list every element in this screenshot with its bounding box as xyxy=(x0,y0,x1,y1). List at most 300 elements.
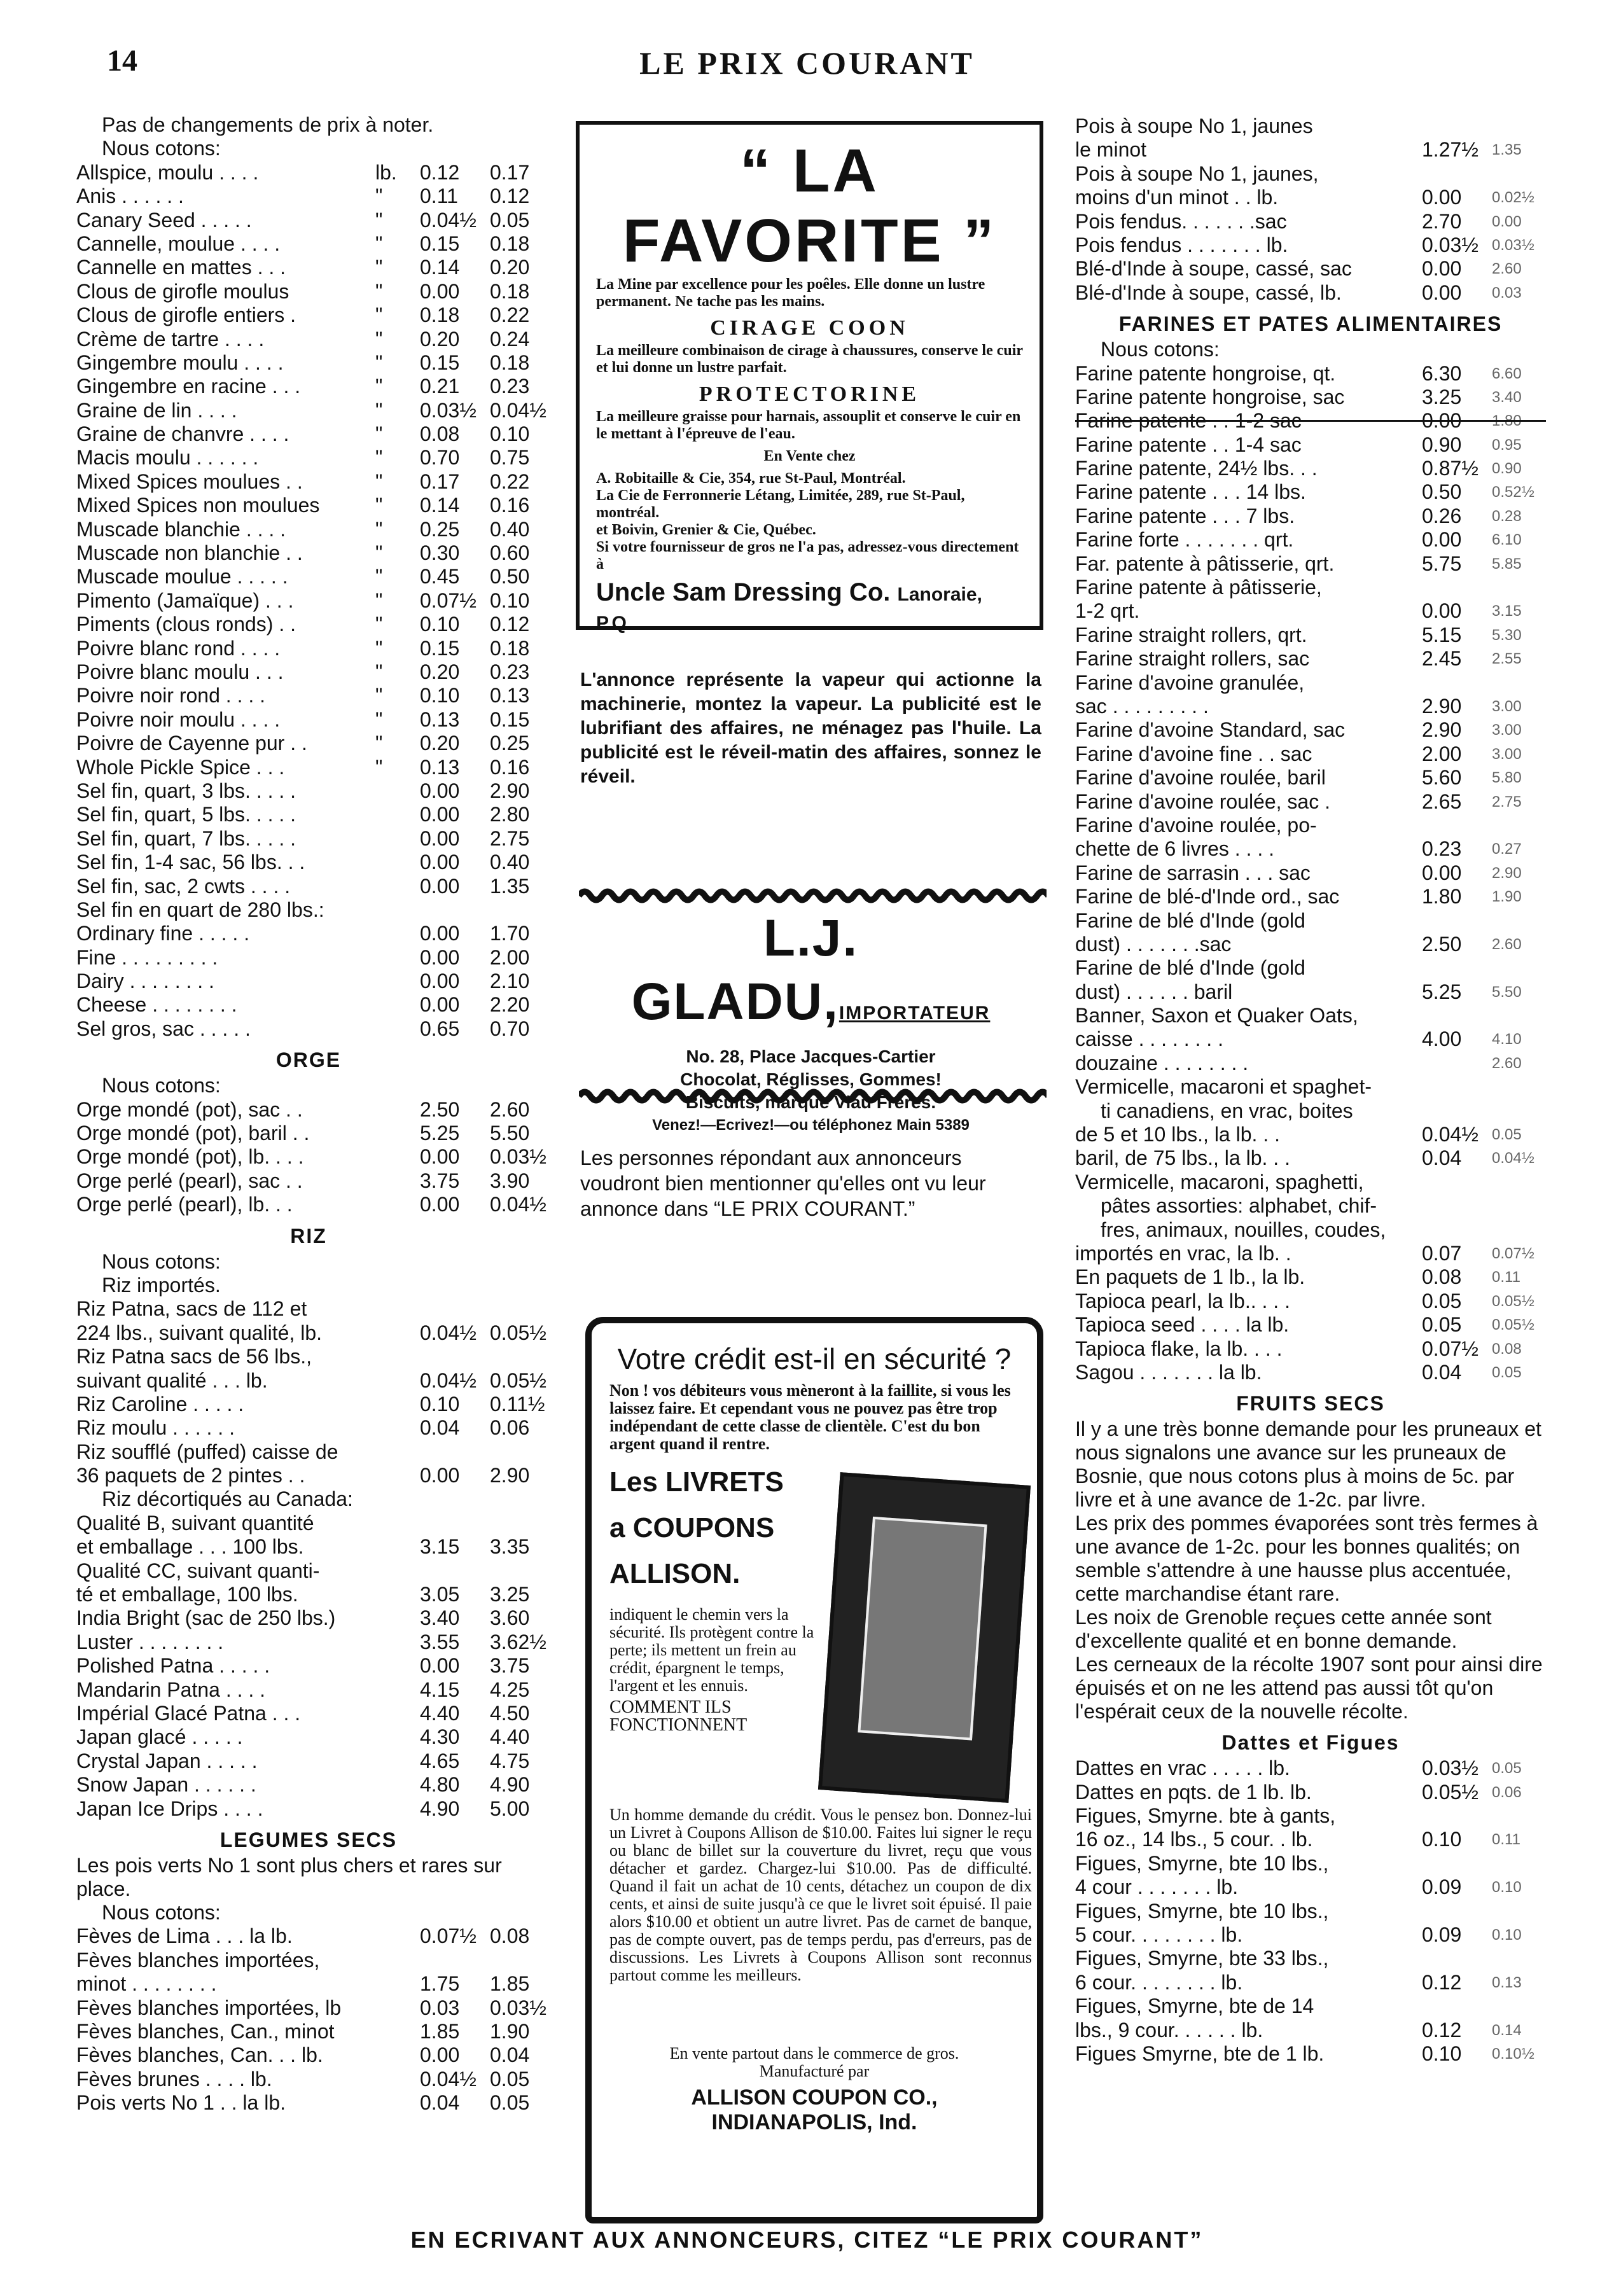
fruits-para-3: Les noix de Grenoble reçues cette année sont d'excellente qualité et en bonne demande. xyxy=(1075,1606,1492,1653)
riz-canada-label: Riz décortiqués au Canada: xyxy=(102,1487,353,1511)
item-name: Gingembre en racine . . . xyxy=(76,375,301,398)
spice-row xyxy=(76,589,541,613)
item-name: Fèves de Lima . . . la lb. xyxy=(76,1924,293,1948)
journal-title: LE PRIX COURANT xyxy=(639,45,975,81)
price-low: 0.00 xyxy=(420,279,460,303)
pois-row xyxy=(1075,281,1546,305)
ad-gladu xyxy=(580,907,1041,1134)
price-high: 0.08 xyxy=(490,1924,530,1948)
pois-row xyxy=(1075,257,1546,281)
legumes-cotons: Nous cotons: xyxy=(102,1900,221,1924)
price-low: 5.25 xyxy=(420,1122,460,1145)
price-low: 0.00 xyxy=(420,874,460,898)
pois-row xyxy=(1075,233,1546,257)
price-low: 0.04 xyxy=(1422,1146,1462,1170)
item-name: Macis moulu . . . . . . xyxy=(76,446,259,470)
price-low: 0.15 xyxy=(420,351,460,374)
ad-allison xyxy=(585,1317,1043,2223)
item-name: Farine straight rollers, sac xyxy=(1075,647,1310,671)
price-high: 0.03½ xyxy=(490,1996,546,2019)
spice-row xyxy=(76,446,541,470)
item-unit: " xyxy=(375,732,383,755)
spice-row xyxy=(76,732,541,755)
banner-douzaine-row xyxy=(1075,1052,1546,1075)
spice-row xyxy=(76,827,541,851)
item-name: Cheese . . . . . . . . xyxy=(76,993,237,1017)
price-high: 0.15 xyxy=(490,707,530,731)
price-high: 0.04½ xyxy=(490,398,546,422)
price-high: 2.90 xyxy=(490,1464,530,1487)
item-unit: " xyxy=(375,327,383,351)
price-high: 2.90 xyxy=(1492,864,1522,882)
promo-vapeur: L'annonce représente la vapeur qui actionne la machinerie, montez la vapeur. La publicité est le lubrifiant des affaires, ne ménagez pas l'huile. La publicité est le réveil-matin des affaires, sonnez le réveil. xyxy=(580,669,1041,787)
far-gold2-row xyxy=(1075,980,1546,1004)
price-high: 0.50 xyxy=(490,565,530,588)
price-low: 0.03 xyxy=(420,1996,460,2019)
item-name: Farine d'avoine roulée, sac . xyxy=(1075,790,1330,813)
farine-row xyxy=(1075,528,1546,552)
item-name: suivant qualité . . . lb. xyxy=(76,1368,268,1392)
left-column xyxy=(76,113,546,2115)
cotons-label: Nous cotons: xyxy=(102,137,221,160)
item-unit: " xyxy=(375,684,383,707)
spice-row xyxy=(76,161,541,184)
item-name: minot . . . . . . . . xyxy=(76,1972,217,1996)
item-name: Clous de girofle entiers . xyxy=(76,303,296,327)
price-low: 1.85 xyxy=(420,2019,460,2043)
spice-row xyxy=(76,280,541,303)
feves-row xyxy=(76,2068,541,2091)
price-high: 0.40 xyxy=(490,517,530,541)
price-high: 5.00 xyxy=(490,1797,530,1820)
item-name: sac . . . . . . . . . xyxy=(1075,694,1209,718)
price-high: 2.60 xyxy=(1492,260,1522,278)
spice-row xyxy=(76,256,541,279)
price-low: 0.13 xyxy=(420,707,460,731)
spice-row xyxy=(76,660,541,684)
price-low: 5.75 xyxy=(1422,552,1462,575)
verm-row-1 xyxy=(1075,1123,1546,1146)
item-name: Sel gros, sac . . . . . xyxy=(76,1017,251,1040)
spice-row xyxy=(76,184,541,208)
item-name: Dattes en pqts. de 1 lb. lb. xyxy=(1075,1780,1312,1804)
price-high: 4.50 xyxy=(490,1702,530,1725)
verm2-label-1: Vermicelle, macaroni, spaghetti, xyxy=(1075,1170,1364,1193)
price-low: 0.23 xyxy=(1422,837,1462,861)
sel-row xyxy=(76,993,541,1017)
price-low: 0.17 xyxy=(420,470,460,493)
item-name: Blé-d'Inde à soupe, cassé, sac xyxy=(1075,257,1352,281)
price-low: 4.90 xyxy=(420,1797,460,1820)
item-name: Poivre blanc moulu . . . xyxy=(76,660,284,683)
item-unit: " xyxy=(375,303,383,327)
price-low: 0.07½ xyxy=(420,588,477,612)
item-name: Graine de lin . . . . xyxy=(76,398,237,422)
price-high: 0.12 xyxy=(490,613,530,636)
ad-favorite-protectorine: PROTECTORINE xyxy=(699,382,921,406)
sel-quart-label: Sel fin en quart de 280 lbs.: xyxy=(76,898,324,921)
item-name: le minot xyxy=(1075,138,1147,162)
far-avoine-label: Farine d'avoine granulée, xyxy=(1075,671,1305,694)
price-low: 0.05½ xyxy=(1422,1780,1478,1804)
farine-row xyxy=(1075,647,1546,671)
price-low: 0.10 xyxy=(1422,1828,1462,1851)
item-name: caisse . . . . . . . . xyxy=(1075,1027,1223,1051)
far-avoine-row xyxy=(1075,695,1546,718)
price-high: 0.05 xyxy=(490,2091,530,2115)
riz-row xyxy=(76,1416,541,1440)
price-high: 2.10 xyxy=(490,970,530,993)
price-low: 2.90 xyxy=(1422,694,1462,718)
price-high: 0.18 xyxy=(490,279,530,303)
price-low: 4.80 xyxy=(420,1773,460,1797)
riz-souffle: Riz soufflé (puffed) caisse de xyxy=(76,1440,338,1463)
ad-favorite-text-3: La meilleure graisse pour harnais, assouplit et conserve le cuir en le mettant à l'épreuve de l'eau. xyxy=(596,408,1021,442)
price-low: 0.00 xyxy=(420,2043,460,2067)
price-high: 1.90 xyxy=(490,2019,530,2043)
farine-row xyxy=(1075,623,1546,647)
price-high: 4.25 xyxy=(490,1678,530,1701)
figues-row xyxy=(1075,1923,1546,1947)
item-name: Farine forte . . . . . . . qrt. xyxy=(1075,528,1294,552)
pois-soupe2-label: Pois à soupe No 1, jaunes, xyxy=(1075,162,1319,185)
item-name: Allspice, moulu . . . . xyxy=(76,160,259,184)
price-high: 0.11 xyxy=(1492,1831,1520,1849)
item-name: importés en vrac, la lb. . xyxy=(1075,1241,1291,1265)
item-name: Mandarin Patna . . . . xyxy=(76,1678,266,1701)
item-name: Sel fin, quart, 5 lbs. . . . . xyxy=(76,803,296,826)
price-high: 0.24 xyxy=(490,327,530,351)
price-low: 0.00 xyxy=(420,1654,460,1678)
fruits-para-1: Il y a une très bonne demande pour les pruneaux et nous signalons une avance sur les pruneaux de Bosnie, que nous cotons plus à moins de 5c. par livre et à une avance de 1-2c. par livre. xyxy=(1075,1417,1541,1512)
price-high: 0.18 xyxy=(490,232,530,255)
farine-row xyxy=(1075,766,1546,790)
price-high: 0.04½ xyxy=(1492,1150,1534,1167)
item-unit: " xyxy=(375,707,383,731)
item-unit: " xyxy=(375,541,383,565)
price-low: 3.05 xyxy=(420,1583,460,1606)
ad-allison-coupons: a COUPONS xyxy=(609,1512,775,1543)
item-name: Poivre blanc rond . . . . xyxy=(76,636,281,660)
item-name: Farine straight rollers, qrt. xyxy=(1075,623,1307,646)
price-low: 2.90 xyxy=(1422,718,1462,742)
wavy-rule-bottom xyxy=(579,1088,1047,1104)
price-low: 0.04 xyxy=(420,1416,460,1440)
price-low: 0.07 xyxy=(1422,1241,1462,1265)
price-low: 4.65 xyxy=(420,1749,460,1772)
price-low: 0.10 xyxy=(420,1392,460,1416)
orge-row xyxy=(76,1169,541,1193)
item-name: Polished Patna . . . . . xyxy=(76,1654,270,1678)
farine-row xyxy=(1075,504,1546,528)
price-high: 2.55 xyxy=(1492,650,1522,668)
item-name: douzaine . . . . . . . . xyxy=(1075,1051,1249,1075)
fruits-para-4: Les cerneaux de la récolte 1907 sont pour ainsi dire épuisés et on ne les attend pas aussi tôt qu'on l'espérait ceux de la nouvelle récolte. xyxy=(1075,1653,1543,1723)
item-name: Riz Caroline . . . . . xyxy=(76,1392,244,1416)
price-low: 0.00 xyxy=(1422,528,1462,552)
price-low: 2.65 xyxy=(1422,790,1462,813)
farine-row xyxy=(1075,433,1546,457)
spice-row xyxy=(76,541,541,565)
price-high: 6.60 xyxy=(1492,365,1522,382)
orge-cotons: Nous cotons: xyxy=(102,1074,221,1097)
price-low: 0.04½ xyxy=(1422,1123,1478,1146)
price-high: 5.30 xyxy=(1492,626,1522,644)
price-high: 3.00 xyxy=(1492,745,1522,763)
item-name: Orge perlé (pearl), lb. . . xyxy=(76,1193,293,1216)
farines-cotons: Nous cotons: xyxy=(1101,338,1220,361)
farine-row xyxy=(1075,480,1546,504)
price-high: 0.05 xyxy=(490,2067,530,2091)
item-name: Japan Ice Drips . . . . xyxy=(76,1797,263,1820)
price-low: 0.04½ xyxy=(420,1368,477,1392)
price-high: 3.40 xyxy=(1492,388,1522,406)
price-high: 0.16 xyxy=(490,755,530,779)
riz-canada-row xyxy=(76,1725,541,1749)
price-high: 3.00 xyxy=(1492,697,1522,715)
price-high: 0.06 xyxy=(1492,1783,1522,1801)
riz-souffle-row xyxy=(76,1464,541,1487)
item-name: 1-2 qrt. xyxy=(1075,599,1140,623)
farine-row xyxy=(1075,552,1546,576)
spice-row xyxy=(76,494,541,517)
item-unit: " xyxy=(375,256,383,279)
price-low: 0.00 xyxy=(420,851,460,874)
feves-row xyxy=(76,2091,541,2115)
item-name: Pois fendus. . . . . . .sac xyxy=(1075,209,1287,233)
price-high: 0.22 xyxy=(490,303,530,327)
riz-canada-row xyxy=(76,1750,541,1773)
price-low: 5.60 xyxy=(1422,766,1462,790)
riz-canada-row xyxy=(76,1606,541,1630)
figues-label: Figues, Smyrne, bte 10 lbs., xyxy=(1075,1851,1329,1875)
tapioca-row xyxy=(1075,1313,1546,1337)
item-name: Cannelle en mattes . . . xyxy=(76,256,286,279)
item-name: Farine patente hongroise, sac xyxy=(1075,385,1345,408)
ad-allison-vente: En vente partout dans le commerce de gros. xyxy=(669,2044,959,2063)
price-high: 2.75 xyxy=(1492,793,1522,811)
price-high: 0.90 xyxy=(1492,460,1522,478)
price-low: 0.09 xyxy=(1422,1875,1462,1899)
price-low: 0.00 xyxy=(1422,599,1462,623)
price-low: 0.30 xyxy=(420,541,460,565)
promo-annonceurs: Les personnes répondant aux annonceurs voudront bien mentionner qu'elles ont vu leur annonce dans “LE PRIX COURANT.” xyxy=(580,1146,986,1220)
price-high: 0.11 xyxy=(1492,1269,1520,1286)
price-high: 2.20 xyxy=(490,993,530,1017)
figues-row xyxy=(1075,1828,1546,1851)
price-high: 0.17 xyxy=(490,160,530,184)
strike-rule xyxy=(1075,420,1546,422)
price-high: 3.25 xyxy=(490,1583,530,1606)
price-low: 0.10 xyxy=(420,684,460,707)
price-high: 0.70 xyxy=(490,1017,530,1040)
figues-row xyxy=(1075,1971,1546,1994)
price-low: 0.18 xyxy=(420,303,460,327)
price-low: 0.87½ xyxy=(1422,457,1478,480)
item-name: Japan glacé . . . . . xyxy=(76,1725,243,1749)
item-name: baril, de 75 lbs., la lb. . . xyxy=(1075,1146,1290,1170)
price-low: 0.65 xyxy=(420,1017,460,1040)
item-unit: " xyxy=(375,351,383,374)
fruits-para-2: Les prix des pommes évaporées sont très fermes à une avance de 1-2c. pour les bonnes qualités; on semble s'attendre à une hausse plus accentuée, cette marchandise étant rare. xyxy=(1075,1512,1538,1606)
farine-row xyxy=(1075,718,1546,742)
item-unit: " xyxy=(375,470,383,493)
ad-gladu-role: IMPORTATEUR xyxy=(838,1003,991,1024)
feves-row xyxy=(76,2020,541,2043)
spice-row xyxy=(76,351,541,375)
spice-row xyxy=(76,803,541,826)
price-high: 0.08 xyxy=(1492,1340,1522,1358)
price-high: 0.13 xyxy=(490,684,530,707)
figues-label: Figues, Smyrne, bte 33 lbs., xyxy=(1075,1947,1329,1970)
price-low: 0.15 xyxy=(420,636,460,660)
riz-canada-row xyxy=(76,1773,541,1797)
spice-row xyxy=(76,375,541,398)
item-name: Farine d'avoine fine . . sac xyxy=(1075,742,1312,765)
price-low: 0.00 xyxy=(420,1193,460,1216)
riz-cc-row xyxy=(76,1583,541,1606)
price-low: 0.00 xyxy=(420,1145,460,1169)
price-high: 4.75 xyxy=(490,1749,530,1772)
item-name: dust) . . . . . . .sac xyxy=(1075,932,1232,956)
dattes-row xyxy=(1075,1757,1546,1780)
ad-allison-text: indiquent le chemin vers la sécurité. Ils protègent contre la perte; ils mettent un frein au crédit, épargnent le temps, l'argent et les ennuis. xyxy=(609,1605,814,1695)
ad-allison-name: ALLISON. xyxy=(609,1558,741,1589)
price-low: 0.12 xyxy=(1422,2018,1462,2042)
feves-imp-row xyxy=(76,1972,541,1996)
price-low: 0.45 xyxy=(420,565,460,588)
item-name: Muscade moulue . . . . . xyxy=(76,565,288,588)
spice-row xyxy=(76,565,541,588)
price-high: 0.05½ xyxy=(490,1368,546,1392)
ad-allison-company: ALLISON COUPON CO., INDIANAPOLIS, Ind. xyxy=(691,2085,938,2134)
price-high: 0.03 xyxy=(1492,284,1522,302)
item-name: lbs., 9 cour. . . . . . lb. xyxy=(1075,2018,1263,2042)
price-low: 0.21 xyxy=(420,375,460,398)
banner-caisse-row xyxy=(1075,1027,1546,1051)
item-name: Poivre noir rond . . . . xyxy=(76,684,266,707)
price-low: 0.07½ xyxy=(1422,1337,1478,1360)
price-high: 3.90 xyxy=(490,1169,530,1192)
price-high: 1.35 xyxy=(1492,141,1522,159)
spice-row xyxy=(76,328,541,351)
price-high: 2.60 xyxy=(1492,1054,1522,1072)
tapioca-row xyxy=(1075,1290,1546,1313)
riz-cotons: Nous cotons: xyxy=(102,1249,221,1273)
price-low: 0.14 xyxy=(420,256,460,279)
farine-row xyxy=(1075,386,1546,409)
price-low: 0.04½ xyxy=(420,1321,477,1344)
far-gold-label: Farine de blé d'Inde (gold xyxy=(1075,908,1305,932)
price-low: 0.07½ xyxy=(420,1924,477,1948)
price-high: 2.60 xyxy=(1492,935,1522,953)
ad-allison-made: Manufacturé par xyxy=(759,2062,870,2080)
price-low: 0.03½ xyxy=(1422,1757,1478,1780)
price-low: 0.20 xyxy=(420,327,460,351)
item-name: Cannelle, moulue . . . . xyxy=(76,232,281,255)
figues-label: Figues, Smyrne. bte à gants, xyxy=(1075,1804,1336,1828)
sel-gros-row xyxy=(76,1017,541,1041)
spice-row xyxy=(76,209,541,232)
price-high: 0.16 xyxy=(490,494,530,517)
item-unit: " xyxy=(375,279,383,303)
price-low: 0.10 xyxy=(1422,2042,1462,2065)
price-low: 1.27½ xyxy=(1422,138,1478,162)
price-low: 5.25 xyxy=(1422,980,1462,1003)
price-high: 0.14 xyxy=(1492,2021,1522,2039)
item-name: Snow Japan . . . . . . xyxy=(76,1773,256,1797)
tapioca-row xyxy=(1075,1337,1546,1361)
price-high: 0.10 xyxy=(490,422,530,446)
item-name: Farine d'avoine Standard, sac xyxy=(1075,718,1346,742)
price-low: 0.50 xyxy=(1422,480,1462,504)
ad-favorite-text-2: La meilleure combinaison de cirage à chaussures, conserve le cuir et lui donne un lustre parfait. xyxy=(596,342,1023,376)
item-name: Orge mondé (pot), sac . . xyxy=(76,1097,303,1121)
item-name: Anis . . . . . . xyxy=(76,184,184,208)
price-high: 6.10 xyxy=(1492,531,1522,549)
price-low: 6.30 xyxy=(1422,361,1462,385)
item-unit: " xyxy=(375,613,383,636)
item-name: moins d'un minot . . lb. xyxy=(1075,186,1279,209)
item-unit: " xyxy=(375,755,383,779)
figues-row xyxy=(1075,2042,1546,2066)
far-pat-label: Farine patente à pâtisserie, xyxy=(1075,576,1322,599)
price-high: 0.10 xyxy=(1492,1879,1522,1896)
price-low: 0.00 xyxy=(420,993,460,1017)
item-name: Clous de girofle moulus xyxy=(76,279,289,303)
item-name: Riz moulu . . . . . . xyxy=(76,1416,235,1440)
price-low: 0.05 xyxy=(1422,1313,1462,1337)
page-number: 14 xyxy=(107,44,137,78)
price-low: 0.03½ xyxy=(1422,233,1478,256)
ad-favorite-cirage: CIRAGE COON xyxy=(710,316,909,340)
price-high: 0.05 xyxy=(490,208,530,232)
price-high: 2.60 xyxy=(490,1097,530,1121)
figues-label: Figues, Smyrne, bte 10 lbs., xyxy=(1075,1899,1329,1923)
ad-favorite-place: Lanoraie, P.Q. xyxy=(596,584,982,634)
price-low: 0.14 xyxy=(420,494,460,517)
ad-la-favorite xyxy=(576,121,1043,634)
price-high: 0.00 xyxy=(1492,212,1522,230)
farine-row xyxy=(1075,885,1546,908)
price-low: 0.00 xyxy=(1422,281,1462,304)
price-high: 0.18 xyxy=(490,351,530,374)
item-name: Farine d'avoine roulée, baril xyxy=(1075,766,1326,790)
price-low: 0.20 xyxy=(420,732,460,755)
sel-row xyxy=(76,946,541,970)
price-high: 4.10 xyxy=(1492,1031,1522,1048)
orge-row xyxy=(76,1122,541,1145)
ad-favorite-note: Si votre fournisseur de gros ne l'a pas, adressez-vous directement à xyxy=(596,539,1019,573)
item-name: 4 cour . . . . . . . lb. xyxy=(1075,1875,1239,1899)
sel-row xyxy=(76,922,541,945)
spice-row xyxy=(76,851,541,874)
item-unit: " xyxy=(375,422,383,446)
orge-row xyxy=(76,1145,546,1169)
price-low: 4.00 xyxy=(1422,1027,1462,1051)
price-high: 0.07½ xyxy=(1492,1244,1534,1262)
price-low: 0.20 xyxy=(420,660,460,683)
spice-row xyxy=(76,470,541,494)
price-high: 2.00 xyxy=(490,945,530,969)
item-name: 36 paquets de 2 pintes . . xyxy=(76,1464,305,1487)
item-name: chette de 6 livres . . . . xyxy=(1075,837,1275,861)
item-name: 16 oz., 14 lbs., 5 cour. . lb. xyxy=(1075,1828,1313,1851)
price-low: 1.80 xyxy=(1422,885,1462,908)
price-high: 0.05½ xyxy=(1492,1316,1534,1334)
price-high: 1.80 xyxy=(1492,412,1522,430)
price-low: 0.25 xyxy=(420,517,460,541)
